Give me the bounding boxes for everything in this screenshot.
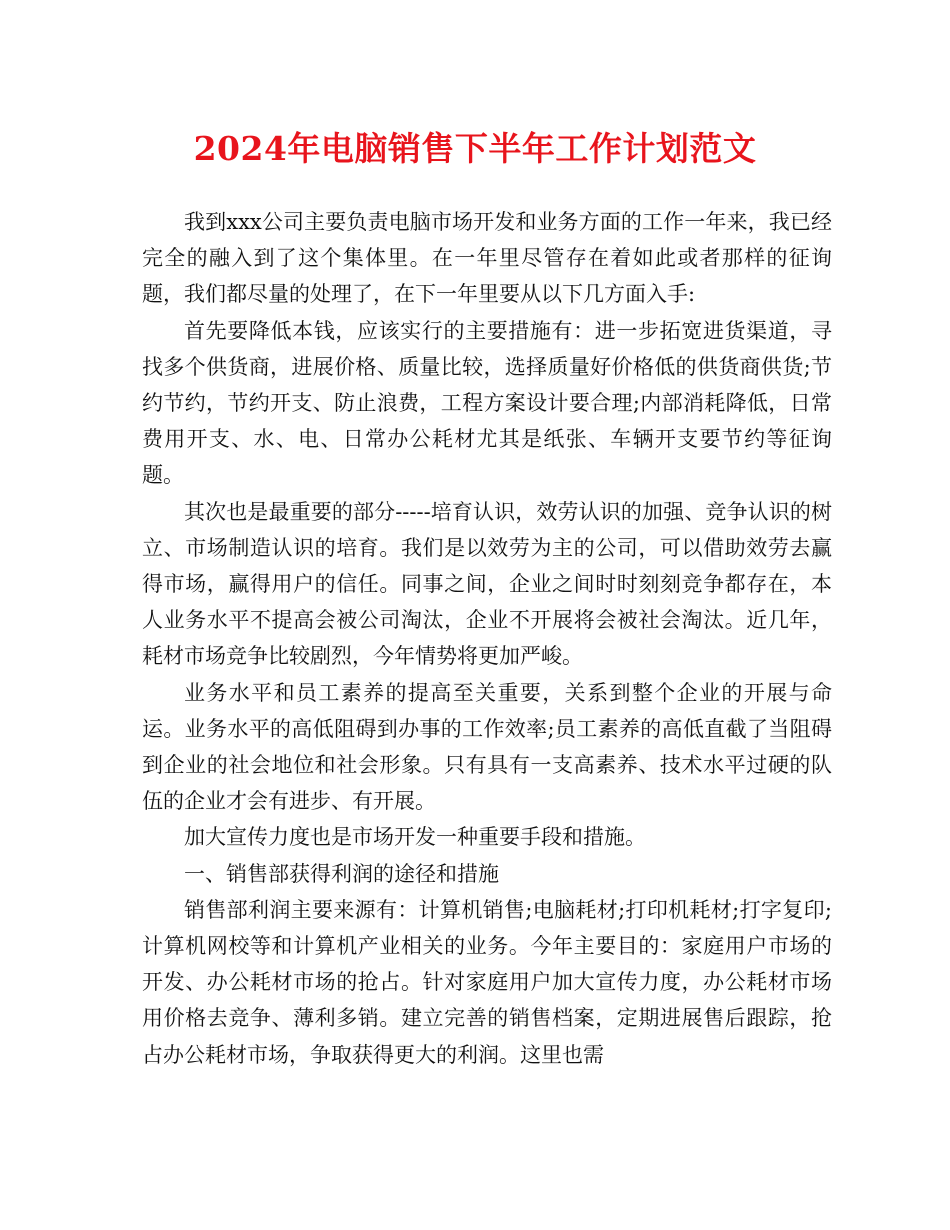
document-body <box>142 204 832 1073</box>
paragraph: 其次也是最重要的部分-----培育认识，效劳认识的加强、竞争认识的树立、市场制造认识的培育。我们是以效劳为主的公司，可以借助效劳去赢得市场，赢得用户的信任。同事之间，企业之间时时刻刻竞争都存在，本人业务水平不提高会被公司淘汰，企业不开展将会被社会淘汰。近几年，耗材市场竞争比较剧烈，今年情势将更加严峻。 <box>142 499 832 669</box>
paragraph: 首先要降低本钱，应该实行的主要措施有：进一步拓宽进货渠道，寻找多个供货商，进展价格、质量比较，选择质量好价格低的供货商供货;节约节约，节约开支、防止浪费，工程方案设计要合理;内部消耗降低，日常费用开支、水、电、日常办公耗材尤其是纸张、车辆开支要节约等征询题。 <box>142 318 832 488</box>
document-title: 2024年电脑销售下半年工作计划范文 <box>193 129 757 168</box>
section-heading: 一、销售部获得利润的途径和措施 <box>184 861 499 886</box>
paragraph: 业务水平和员工素养的提高至关重要，关系到整个企业的开展与命运。业务水平的高低阻碍到办事的工作效率;员工素养的高低直截了当阻碍到企业的社会地位和社会形象。只有具有一支高素养、技术水平过硬的队伍的企业才会有进步、有开展。 <box>142 680 832 814</box>
paragraph: 销售部利润主要来源有：计算机销售;电脑耗材;打印机耗材;打字复印;计算机网校等和计算机产业相关的业务。今年主要目的：家庭用户市场的开发、办公耗材市场的抢占。针对家庭用户加大宣传力度，办公耗材市场用价格去竞争、薄利多销。建立完善的销售档案，定期进展售后跟踪，抢占办公耗材市场，争取获得更大的利润。这里也需 <box>142 897 832 1067</box>
paragraph: 我到xxx公司主要负责电脑市场开发和业务方面的工作一年来，我已经完全的融入到了这个集体里。在一年里尽管存在着如此或者那样的征询题，我们都尽量的处理了，在下一年里要从以下几方面入手: <box>142 210 832 307</box>
paragraph: 加大宣传力度也是市场开发一种重要手段和措施。 <box>184 825 646 850</box>
